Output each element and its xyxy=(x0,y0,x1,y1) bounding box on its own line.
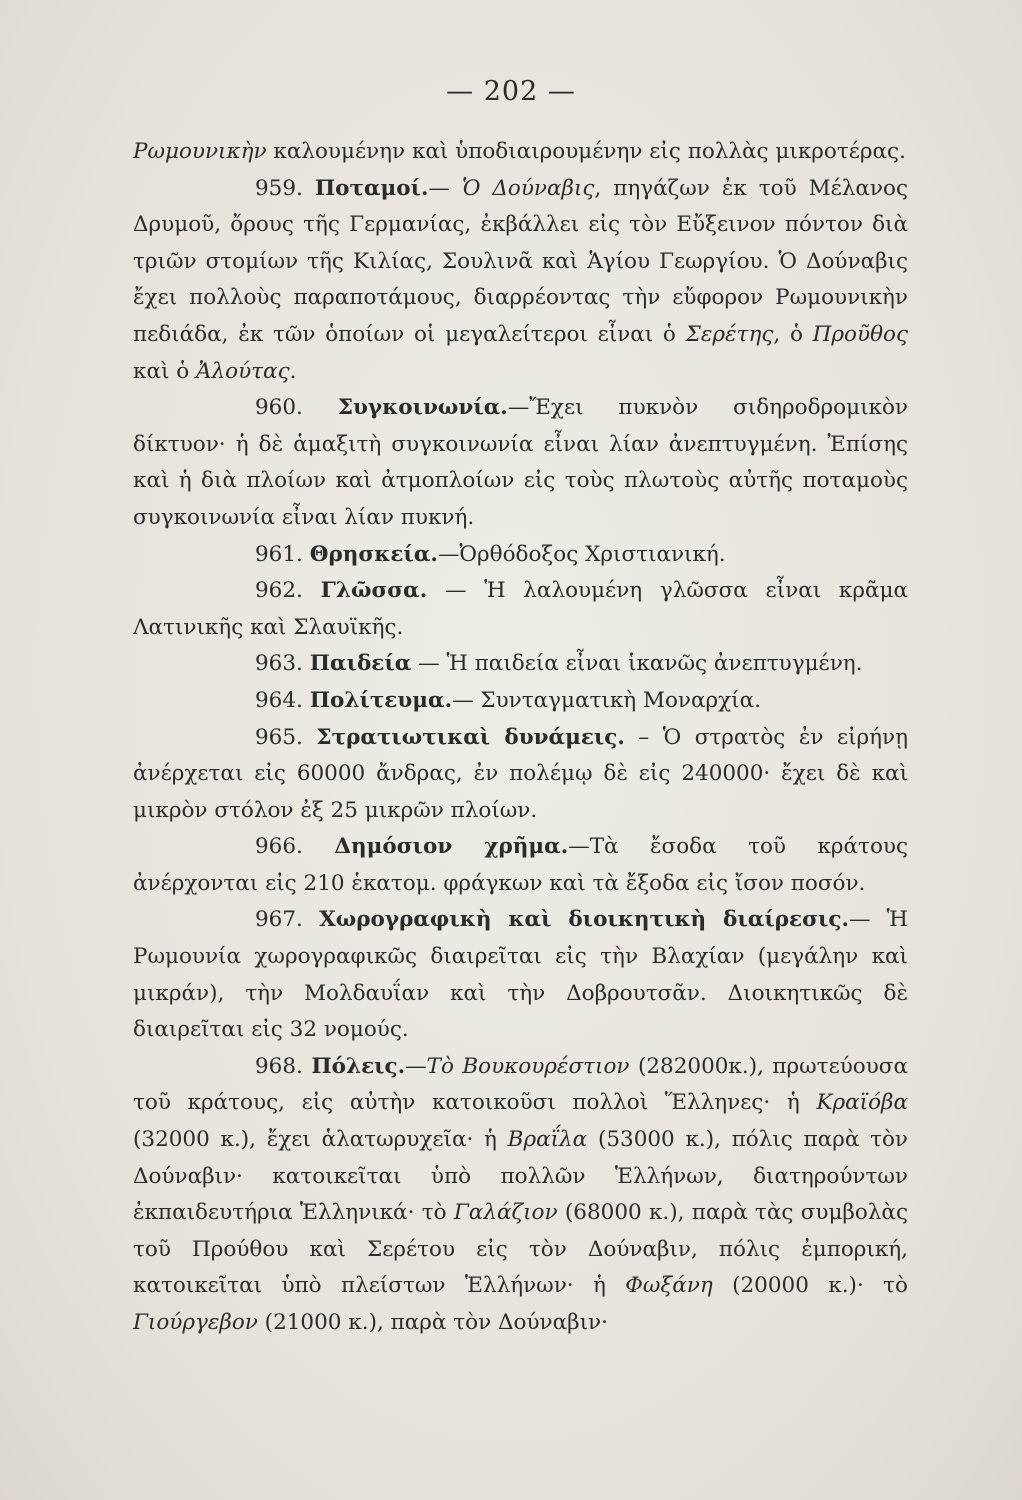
intro-text: καλουμένην καὶ ὑποδιαιρουμένην εἰς πολλὰς μικροτέρας. xyxy=(266,139,906,164)
section-heading: Συγκοινωνία. xyxy=(337,395,508,421)
section-number: 964. xyxy=(255,687,303,713)
italic-term: Ὁ Δούναβις xyxy=(461,175,595,201)
body-text: —Τὰ ἔσοδα τοῦ κράτους ἀνέρχονται εἰς 210 ἑκατομ. φράγκων καὶ τὰ ἔξοδα εἰς ἴσον ποσόν. xyxy=(133,834,909,896)
body-text: — Ἡ λαλουμένη γλῶσσα εἶναι κρᾶμα Λατινικῆς καὶ Σλαυϊκῆς. xyxy=(133,578,908,640)
section-paragraph xyxy=(133,646,908,683)
body-text: (282000κ.), πρωτεύουσα τοῦ κράτους, εἰς αὐτὴν κατοικοῦσι πολλοὶ Ἕλληνες· ἡ xyxy=(133,1053,908,1116)
section-number: 968. xyxy=(255,1053,303,1079)
italic-term: Γαλάζιον xyxy=(453,1200,558,1226)
page-number: — 202 — xyxy=(446,76,576,107)
body-text: , πηγάζων ἐκ τοῦ Μέλανος Δρυμοῦ, ὄρους τῆς Γερμανίας, ἐκβάλλει εἰς τὸν Εὔξεινον πόντον διὰ τριῶν στομίων τῆς Κιλίας, Σουλινᾶ καὶ Ἁγίου Γεωργίου. Ὁ Δούναβις ἔχει πολλοὺς παραποτάμους, διαρρέοντας τὴν εὔφορον Ρωμουνικὴν πεδιάδα, ἐκ τῶν ὁποίων οἱ μεγαλείτεροι εἶναι ὁ xyxy=(133,175,908,347)
italic-term: Κραϊόβα xyxy=(816,1090,908,1116)
body-text: (53000 κ.), πόλις παρὰ τὸν Δούναβιν· κατοικεῖται ὑπὸ πολλῶν Ἑλλήνων, διατηρούντων ἐκπαιδευτήρια Ἑλληνικά· τὸ xyxy=(133,1127,909,1226)
section-heading: Δημόσιον χρῆμα. xyxy=(334,834,569,860)
section-paragraph xyxy=(133,720,908,830)
section-number: 963. xyxy=(255,651,303,677)
section-heading: Στρατιωτικαὶ δυνάμεις. xyxy=(316,724,625,750)
section-number: 965. xyxy=(255,724,303,750)
section-paragraph xyxy=(133,537,908,574)
section-paragraph xyxy=(133,683,908,720)
body-text: — xyxy=(428,175,462,201)
page-text xyxy=(133,134,908,1342)
section-paragraph xyxy=(133,390,908,536)
section-heading: Ποταμοί. xyxy=(314,175,429,201)
body-text: — Ἡ Ρωμουνία χωρογραφικῶς διαιρεῖται εἰς τὴν Βλαχίαν (μεγάλην καὶ μικράν), τὴν Μολδαυΐαν καὶ τὴν Δοβρουτσᾶν. Διοικητικῶς δὲ διαιρεῖται εἰς 32 νομούς. xyxy=(133,907,908,1043)
section-heading: Χωρογραφικὴ καὶ διοικητικὴ διαίρεσις. xyxy=(319,907,849,933)
intro-italic: Ρωμουνικὴν xyxy=(133,139,267,164)
section-number: 960. xyxy=(255,395,303,421)
section-number: 966. xyxy=(255,834,303,860)
body-text: , ὁ xyxy=(773,321,813,347)
section-heading: Θρησκεία. xyxy=(309,541,438,567)
section-heading: Παιδεία xyxy=(309,651,412,677)
body-text: – Ὁ στρατὸς ἐν εἰρήνῃ ἀνέρχεται εἰς 60000 ἄνδρας, ἐν πολέμῳ δὲ εἰς 240000· ἔχει δὲ καὶ μικρὸν στόλον ἐξ 25 μικρῶν πλοίων. xyxy=(133,724,909,823)
body-text: —Ὀρθόδοξος Χριστιανική. xyxy=(437,541,726,567)
section-heading: Πόλεις. xyxy=(311,1053,406,1079)
body-text: . xyxy=(289,358,297,384)
section-heading: Πολίτευμα. xyxy=(309,687,453,713)
section-paragraph xyxy=(133,1049,908,1342)
italic-term: Γιούργεβον xyxy=(133,1310,258,1335)
body-text: — Συνταγματικὴ Μοναρχία. xyxy=(452,687,761,713)
section-paragraph xyxy=(133,902,908,1048)
body-text: (20000 κ.)· τὸ xyxy=(712,1273,908,1299)
body-text: (21000 κ.), παρὰ τὸν Δούναβιν· xyxy=(257,1310,608,1335)
italic-term: Τὸ Βουκουρέστιον xyxy=(426,1053,630,1079)
section-paragraph xyxy=(133,171,908,391)
italic-term: Προῦθος xyxy=(812,321,909,347)
body-text: (32000 κ.), ἔχει ἁλατωρυχεῖα· ἡ xyxy=(133,1127,508,1153)
italic-term: Βραΐλα xyxy=(507,1127,588,1153)
italic-term: Φωξάνη xyxy=(625,1273,713,1299)
section-paragraph xyxy=(133,573,908,646)
section-number: 961. xyxy=(255,541,303,567)
body-text: — xyxy=(405,1053,427,1079)
section-number: 962. xyxy=(255,578,303,604)
section-number: 967. xyxy=(255,907,303,933)
body-text: (68000 κ.), παρὰ τὰς συμβολὰς τοῦ Προύθου καὶ Σερέτου εἰς τὸν Δούναβιν, πόλις ἐμπορική, κατοικεῖται ὑπὸ πλείστων Ἑλλήνων· ἡ xyxy=(133,1200,908,1299)
section-heading: Γλῶσσα. xyxy=(320,578,428,604)
italic-term: Ἀλούτας xyxy=(196,358,290,384)
italic-term: Σερέτης xyxy=(685,321,774,347)
intro-paragraph xyxy=(133,134,908,171)
section-paragraph xyxy=(133,829,908,902)
body-text: καὶ ὁ xyxy=(133,358,196,384)
body-text: —Ἔχει πυκνὸν σιδηροδρομικὸν δίκτυον· ἡ δὲ ἁμαξιτὴ συγκοινωνία εἶναι λίαν ἀνεπτυγμένη. Ἐπίσης καὶ ἡ διὰ πλοίων καὶ ἀτμοπλοίων εἰς τοὺς πλωτοὺς αὐτῆς ποταμοὺς συγκοινωνία εἶναι λίαν πυκνή. xyxy=(133,395,908,530)
body-text: — Ἡ παιδεία εἶναι ἱκανῶς ἀνεπτυγμένη. xyxy=(411,651,863,677)
section-number: 959. xyxy=(255,175,303,201)
